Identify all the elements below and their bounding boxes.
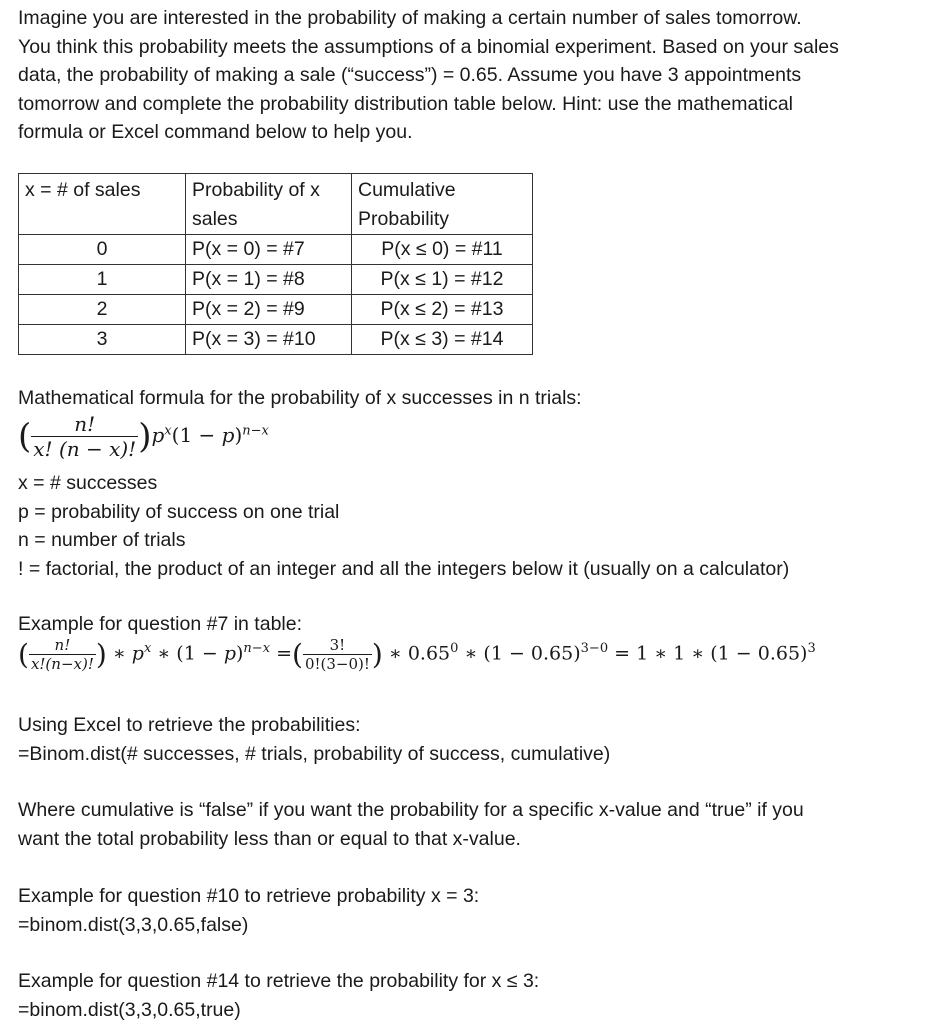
definition-line: x = # successes [18, 472, 158, 494]
excel-syntax: =Binom.dist(# successes, # trials, probability of success, cumulative) [18, 742, 611, 765]
example14-formula: =binom.dist(3,3,0.65,true) [18, 998, 241, 1021]
intro-line: tomorrow and complete the probability distribution table below. Hint: use the mathematical [18, 92, 793, 115]
cell-cumprob: P(x ≤ 0) = #11 [352, 235, 533, 265]
formula-heading: Mathematical formula for the probability of x successes in n trials: [18, 387, 582, 409]
definition-line: n = number of trials [18, 529, 186, 551]
header-cumulative: Cumulative Probability [352, 174, 533, 235]
intro-line: data, the probability of making a sale (“success”) = 0.65. Assume you have 3 appointments [18, 64, 802, 86]
header-probability: Probability of x sales [186, 174, 352, 235]
example7-heading: Example for question #7 in table: [18, 613, 303, 635]
example10-formula: =binom.dist(3,3,0.65,false) [18, 913, 249, 936]
table-header-row [19, 174, 533, 235]
intro-paragraph [18, 4, 933, 147]
example10 [18, 882, 933, 939]
cumulative-note: Where cumulative is “false” if you want the probability for a specific x-value and “true” if you want the total probability less than or equal to that x-value. [18, 799, 804, 850]
definitions [18, 469, 933, 583]
example14 [18, 967, 933, 1024]
example7-formula: ( $\frac{n!}{x!(n-x)!}$ ) ∗ $p^x$ ∗ $(1 - p)^{n-x}$ =( $\frac{3!}{0!(3-0)!}$ ) ∗ 0.65$^0$ ∗ $(1 - 0.65)^{3-0} = 1$ ∗ 1 ∗ $(1 - 0.65)^3$ [18, 636, 816, 673]
header-x: x = # of sales [19, 174, 186, 235]
cell-cumprob: P(x ≤ 3) = #14 [352, 325, 533, 355]
cell-x: 2 [19, 295, 186, 325]
cell-x: 3 [19, 325, 186, 355]
definition-line: ! = factorial, the product of an integer and all the integers below it (usually on a calculator) [18, 557, 790, 580]
probability-distribution-table [18, 173, 533, 355]
intro-line: Imagine you are interested in the probability of making a certain number of sales tomorrow. [18, 7, 802, 29]
cell-x: 1 [19, 265, 186, 295]
definition-line: p = probability of success on one trial [18, 500, 340, 523]
excel-section [18, 711, 933, 768]
cell-prob: P(x = 3) = #10 [186, 325, 352, 355]
intro-line: You think this probability meets the assumptions of a binomial experiment. Based on your sales [18, 35, 839, 58]
cell-prob: P(x = 2) = #9 [186, 295, 352, 325]
cell-x: 0 [19, 235, 186, 265]
cell-prob: P(x = 1) = #8 [186, 265, 352, 295]
excel-heading: Using Excel to retrieve the probabilities: [18, 714, 361, 736]
table-row [19, 325, 533, 355]
cell-prob: P(x = 0) = #7 [186, 235, 352, 265]
formula-fraction: $\frac{n!}{x! (n - x)!}$ [33, 412, 137, 461]
cell-cumprob: P(x ≤ 1) = #12 [352, 265, 533, 295]
binomial-formula: ( $\frac{n!}{x! (n - x)!}$ )$p^x(1 - p)^{n-x}$ [18, 412, 269, 461]
intro-line: formula or Excel command below to help you. [18, 121, 413, 143]
table-row [19, 295, 533, 325]
example10-heading: Example for question #10 to retrieve probability x = 3: [18, 885, 480, 907]
table-row [19, 265, 533, 295]
table-row [19, 235, 533, 265]
cell-cumprob: P(x ≤ 2) = #13 [352, 295, 533, 325]
example14-heading: Example for question #14 to retrieve the probability for x ≤ 3: [18, 970, 540, 992]
